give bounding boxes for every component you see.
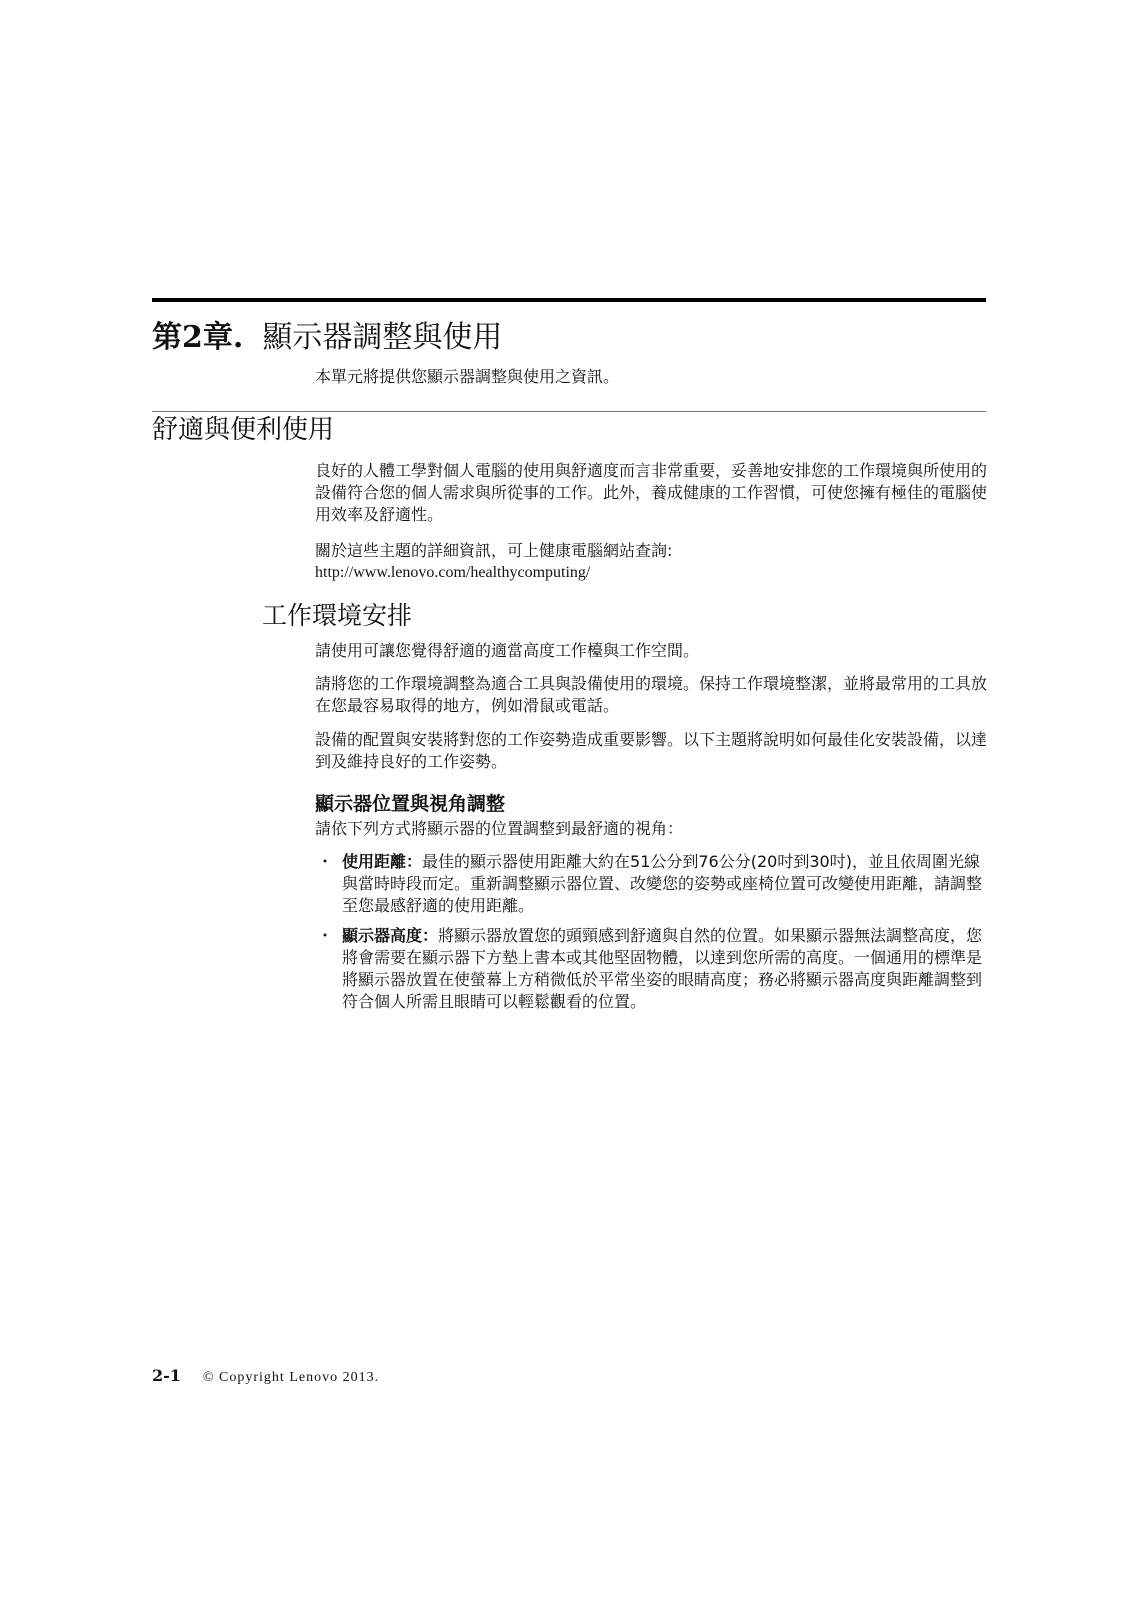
chapter-rule [152, 298, 986, 302]
chapter-intro: 本單元將提供您顯示器調整與使用之資訊。 [315, 367, 620, 386]
monitor-position-intro: 請依下列方式將顯示器的位置調整到最舒適的視角： [315, 819, 684, 838]
section-heading-comfort: 舒適與便利使用 [152, 415, 335, 445]
copyright-notice: © Copyright Lenovo 2013. [202, 1370, 380, 1385]
chapter-number: 第2章. [152, 320, 244, 355]
chapter-title-text: 顯示器調整與使用 [262, 320, 503, 355]
bullet-term: 顯示器高度： [342, 926, 439, 945]
bullet-icon: ・ [317, 926, 334, 945]
monitor-tips-list [315, 851, 987, 1021]
bullet-icon: ・ [317, 852, 334, 871]
comfort-paragraph-1: 良好的人體工學對個人電腦的使用與舒適度而言非常重要，妥善地安排您的工作環境與所使用的設備符合您的個人需求與所從事的工作。此外，養成健康的工作習慣，可使您擁有極佳的電腦使用效率及舒適性。 [315, 461, 988, 524]
chapter-title [152, 318, 502, 358]
list-item [315, 925, 987, 1013]
comfort-paragraph-2 [315, 540, 987, 584]
page-number: 2-1 [152, 1366, 181, 1385]
section-heading-monitor-position: 顯示器位置與視角調整 [315, 793, 506, 815]
workspace-paragraph-2: 請將您的工作環境調整為適合工具與設備使用的環境。保持工作環境整潔，並將最常用的工具放在您最容易取得的地方，例如滑鼠或電話。 [315, 674, 988, 715]
workspace-paragraph-3: 設備的配置與安裝將對您的工作姿勢造成重要影響。以下主題將說明如何最佳化安裝設備，以達到及維持良好的工作姿勢。 [315, 730, 988, 771]
bullet-term: 使用距離： [342, 852, 423, 871]
list-item [315, 851, 987, 917]
bullet-text: 將顯示器放置您的頭頸感到舒適與自然的位置。如果顯示器無法調整高度，您將會需要在顯示器下方墊上書本或其他堅固物體，以達到您所需的高度。一個通用的標準是將顯示器放置在使螢幕上方稍微低於平常坐姿的眼睛高度；務必將顯示器高度與距離調整到符合個人所需且眼睛可以輕鬆觀看的位置。 [342, 926, 983, 1011]
bullet-text: 最佳的顯示器使用距離大約在51公分到76公分(20吋到30吋)，並且依周圍光線與當時時段而定。重新調整顯示器位置、改變您的姿勢或座椅位置可改變使用距離，請調整至您最感舒適的使用距離。 [342, 852, 983, 915]
healthy-computing-url[interactable]: http://www.lenovo.com/healthycomputing/ [315, 564, 591, 581]
page-footer [152, 1366, 379, 1388]
comfort-paragraph-2-text: 關於這些主題的詳細資訊，可上健康電腦網站查詢: [315, 541, 673, 560]
section-heading-workspace: 工作環境安排 [262, 601, 413, 630]
workspace-paragraph-1: 請使用可讓您覺得舒適的適當高度工作檯與工作空間。 [315, 641, 700, 660]
